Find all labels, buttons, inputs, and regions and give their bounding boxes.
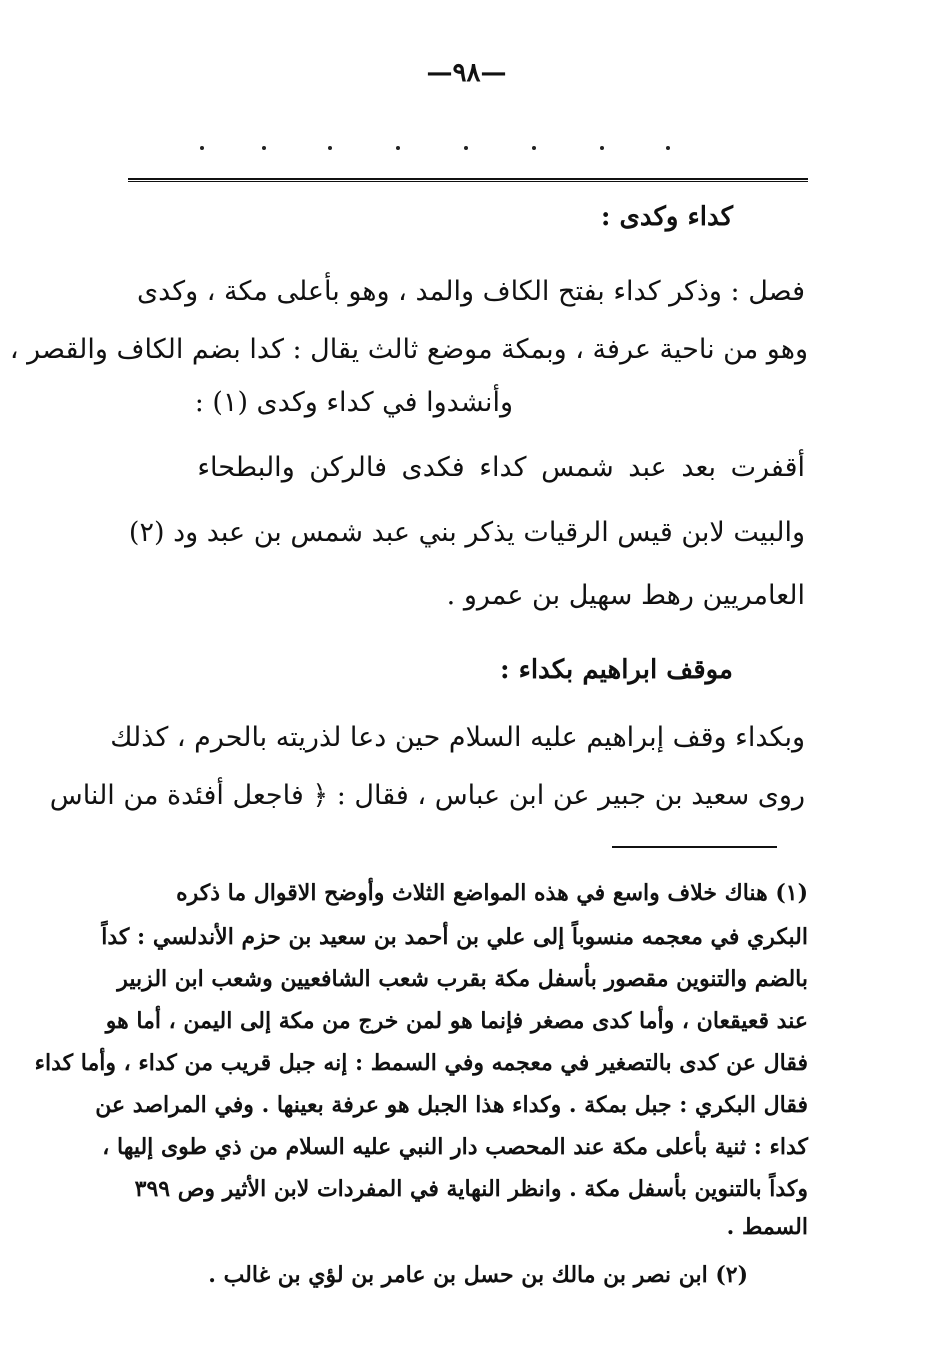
body-line: وهو من ناحية عرفة ، وبمكة موضع ثالث يقال : كدا بضم الكاف والقصر ، bbox=[9, 334, 808, 365]
footnote-line: عند قعيقعان ، وأما كدى مصغر فإنما هو لمن خرج من مكة إلى اليمن ، أما هو bbox=[105, 1008, 808, 1034]
footnote-line: وكداً بالتنوين بأسفل مكة . وانظر النهاية في المفردات لابن الأثير وص ٣٩٩ bbox=[134, 1176, 808, 1202]
dot bbox=[396, 146, 400, 150]
body-line: وبكداء وقف إبراهيم عليه السلام حين دعا لذريته بالحرم ، كذلك bbox=[110, 722, 805, 753]
footnote-line: كداء : ثنية بأعلى مكة عند المحصب دار النبي عليه السلام من ذي طوى إليها ، bbox=[102, 1134, 808, 1160]
dot bbox=[600, 146, 604, 150]
dot bbox=[200, 146, 204, 150]
verse-line: أقفرت بعد عبد شمس كداء فكدى فالركن والبطحاء bbox=[197, 452, 805, 483]
footnote-line: (١) هناك خلاف واسع في هذه المواضع الثلاث وأوضح الاقوال ما ذكره bbox=[176, 880, 808, 906]
body-line: والبيت لابن قيس الرقيات يذكر بني عبد شمس بن عبد ود (٢) bbox=[128, 517, 805, 548]
footnote-rule bbox=[612, 846, 777, 848]
header-rule-thin bbox=[128, 181, 808, 182]
header-rule bbox=[128, 178, 808, 180]
footnote-line: السمط . bbox=[726, 1214, 808, 1240]
body-line: وأنشدوا في كداء وكدى (١) : bbox=[194, 387, 513, 418]
footnote-2: (٢) ابن نصر بن مالك بن حسل بن عامر بن لؤي بن غالب . bbox=[208, 1262, 748, 1288]
body-line: روى سعيد بن جبير عن ابن عباس ، فقال : ﴿ فاجعل أفئدة من الناس bbox=[49, 780, 805, 811]
page-number: —٩٨— bbox=[426, 58, 507, 88]
footnote-line: فقال البكري : جبل بمكة . وكداء هذا الجبل هو عرفة بعينها . وفي المراصد عن bbox=[95, 1092, 808, 1118]
body-line: فصل : وذكر كداء بفتح الكاف والمد ، وهو بأعلى مكة ، وكدى bbox=[136, 276, 805, 307]
dotted-ornament bbox=[200, 146, 720, 160]
dot bbox=[666, 146, 670, 150]
dot bbox=[328, 146, 332, 150]
footnote-line: بالضم والتنوين مقصور بأسفل مكة بقرب شعب الشافعيين وشعب ابن الزبير bbox=[117, 966, 808, 992]
dot bbox=[532, 146, 536, 150]
dot bbox=[464, 146, 468, 150]
section-heading-mawqif: موقف ابراهيم بكداء : bbox=[499, 655, 733, 685]
footnote-line: فقال عن كدى بالتصغير في معجمه وفي السمط : إنه جبل قريب من كداء ، وأما كداء bbox=[34, 1050, 808, 1076]
section-heading-kadaa: كداء وكدى : bbox=[600, 202, 733, 232]
footnote-line: البكري في معجمه منسوباً إلى علي بن أحمد بن سعيد بن حزم الأندلسي : كداً bbox=[101, 924, 808, 950]
dot bbox=[262, 146, 266, 150]
body-line: العامريين رهط سهيل بن عمرو . bbox=[446, 580, 805, 611]
